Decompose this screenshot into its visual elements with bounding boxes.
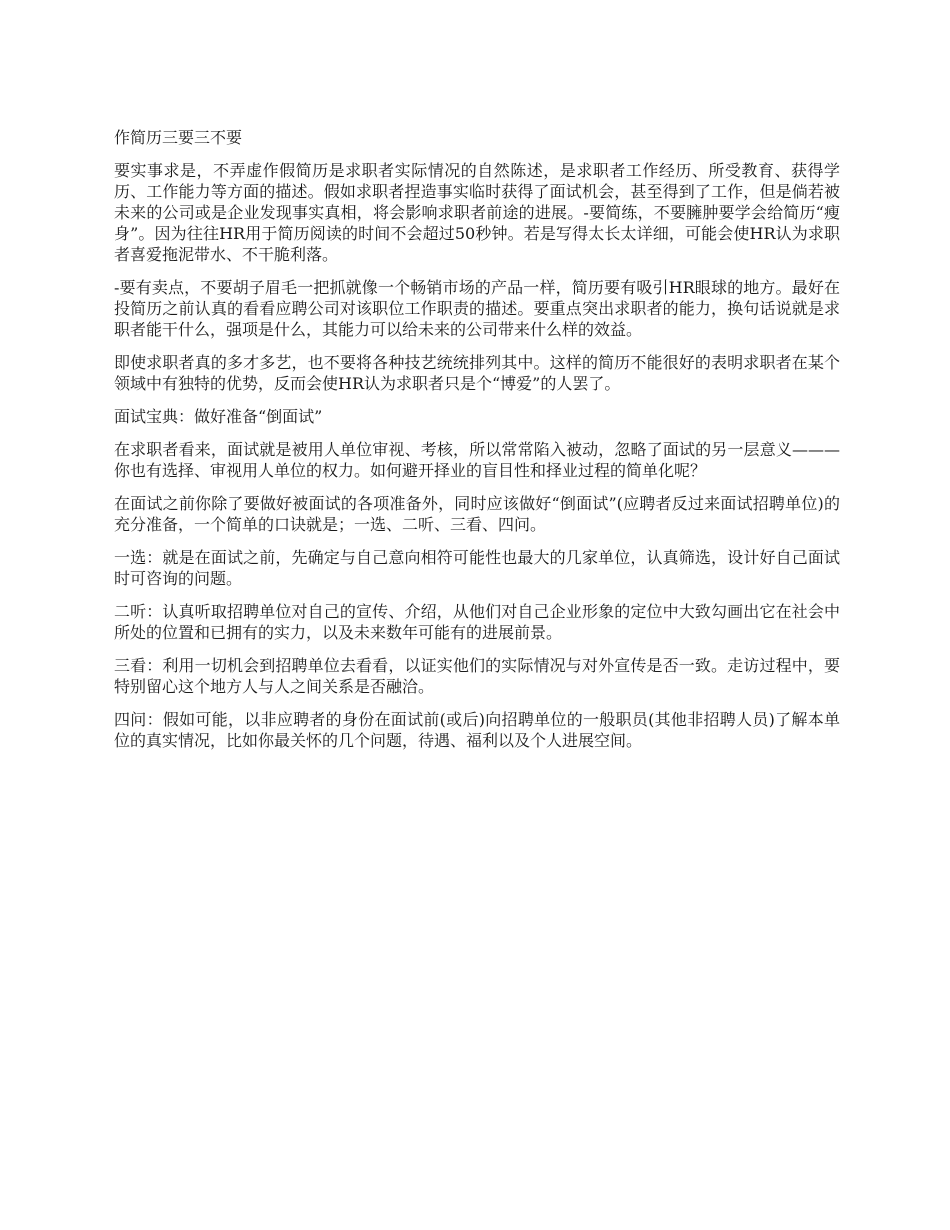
paragraph-select: 一选：就是在面试之前，先确定与自己意向相符可能性也最大的几家单位，认真筛选，设计好自己面试时可咨询的问题。 xyxy=(114,548,840,588)
section-title-resume: 作简历三要三不要 xyxy=(114,128,243,147)
paragraph-interview-view: 在求职者看来，面试就是被用人单位审视、考核，所以常常陷入被动，忽略了面试的另一层意义———你也有选择、审视用人单位的权力。如何避开择业的盲目性和择业过程的简单化呢？ xyxy=(114,440,840,480)
paragraph-listen: 二听：认真听取招聘单位对自己的宣传、介绍，从他们对自己企业形象的定位中大致勾画出它在社会中所处的位置和已拥有的实力，以及未来数年可能有的进展前景。 xyxy=(114,602,840,642)
paragraph-ask: 四问：假如可能，以非应聘者的身份在面试前(或后)向招聘单位的一般职员(其他非招聘人员)了解本单位的真实情况，比如你最关怀的几个问题，待遇、福利以及个人进展空间。 xyxy=(114,710,840,750)
paragraph-selling-point: -要有卖点，不要胡子眉毛一把抓就像一个畅销市场的产品一样，简历要有吸引HR眼球的地方。最好在投简历之前认真的看看应聘公司对该职位工作职责的描述。要重点突出求职者的能力，换句话说就是求职者能干什么，强项是什么，其能力可以给未来的公司带来什么样的效益。 xyxy=(114,278,840,339)
document-body xyxy=(114,127,840,763)
paragraph-truthful: 要实事求是，不弄虚作假简历是求职者实际情况的自然陈述，是求职者工作经历、所受教育、获得学历、工作能力等方面的描述。假如求职者捏造事实临时获得了面试机会，甚至得到了工作，但是倘若被未来的公司或是企业发现事实真相，将会影响求职者前途的进展。-要简练，不要臃肿要学会给简历“瘦身”。因为往往HR用于简历阅读的时间不会超过50秒钟。若是写得太长太详细，可能会使HR认为求职者喜爱拖泥带水、不干脆利落。 xyxy=(114,161,840,264)
paragraph-reverse-interview: 在面试之前你除了要做好被面试的各项准备外，同时应该做好“倒面试”(应聘者反过来面试招聘单位)的充分准备，一个简单的口诀就是；一选、二听、三看、四问。 xyxy=(114,494,840,534)
paragraph-versatile: 即使求职者真的多才多艺，也不要将各种技艺统统排列其中。这样的简历不能很好的表明求职者在某个领域中有独特的优势，反而会使HR认为求职者只是个“博爱”的人罢了。 xyxy=(114,353,840,393)
paragraph-look: 三看：利用一切机会到招聘单位去看看，以证实他们的实际情况与对外宣传是否一致。走访过程中，要特别留心这个地方人与人之间关系是否融洽。 xyxy=(114,656,840,696)
section-title-interview: 面试宝典：做好准备“倒面试” xyxy=(114,407,323,426)
